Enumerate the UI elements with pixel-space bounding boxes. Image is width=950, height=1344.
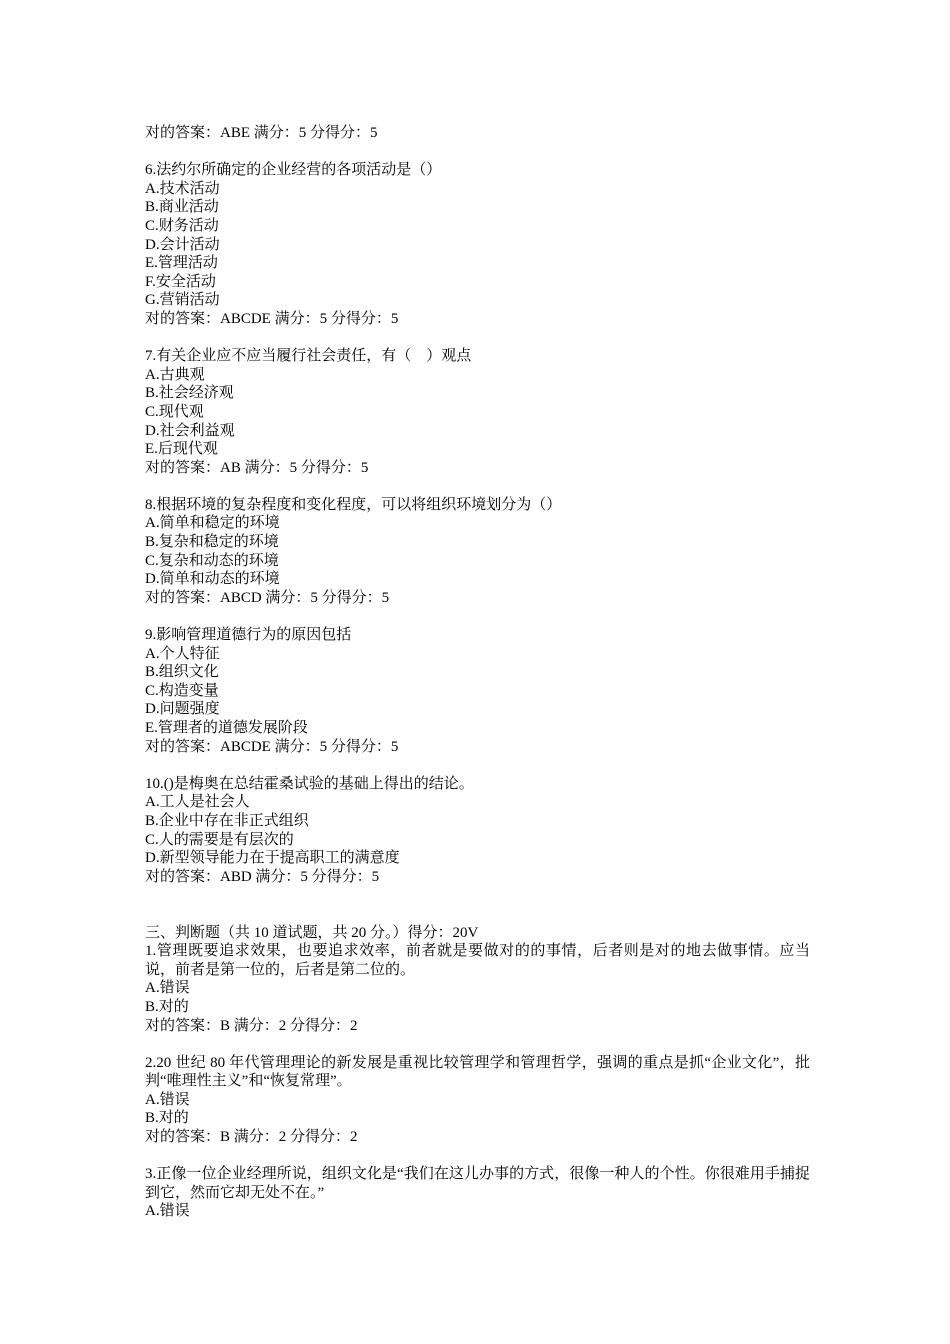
option-line: A.错误 bbox=[145, 1203, 190, 1220]
question-text: 6.法约尔所确定的企业经营的各项活动是（） bbox=[145, 162, 442, 179]
option-line: E.管理者的道德发展阶段 bbox=[145, 720, 308, 736]
answer-line: 对的答案：B 满分：2 分得分：2 bbox=[145, 1129, 358, 1146]
option-line: B.组织文化 bbox=[145, 664, 219, 681]
option-line: B.复杂和稳定的环境 bbox=[145, 534, 279, 551]
option-line: D.简单和动态的环境 bbox=[145, 571, 280, 588]
question-text: 8.根据环境的复杂程度和变化程度，可以将组织环境划分为（） bbox=[145, 496, 562, 513]
answer-line: 对的答案：ABE 满分：5 分得分：5 bbox=[145, 125, 378, 141]
answer-line: 对的答案：ABCDE 满分：5 分得分：5 bbox=[145, 310, 399, 327]
answer-line: 对的答案：ABCD 满分：5 分得分：5 bbox=[145, 589, 390, 606]
option-line: B.对的 bbox=[145, 1110, 189, 1127]
option-line: D.社会利益观 bbox=[145, 422, 235, 439]
option-line: F.安全活动 bbox=[145, 273, 216, 290]
answer-line: 对的答案：ABCDE 满分：5 分得分：5 bbox=[145, 738, 399, 755]
option-line: A.错误 bbox=[145, 1091, 190, 1108]
question-text: 3.正像一位企业经理所说，组织文化是“我们在这儿办事的方式，很像一种人的个性。你很难用手捕捉到它，然而它却无处不在。” bbox=[145, 1166, 810, 1201]
option-line: C.复杂和动态的环境 bbox=[145, 552, 279, 569]
answer-line: 对的答案：AB 满分：5 分得分：5 bbox=[145, 459, 369, 476]
question-text: 1.管理既要追求效果，也要追求效率，前者就是要做对的的事情，后者则是对的地去做事情。应当说，前者是第一位的，后者是第二位的。 bbox=[145, 943, 810, 978]
option-line: A.错误 bbox=[145, 980, 190, 997]
option-line: C.构造变量 bbox=[145, 682, 219, 699]
option-line: A.工人是社会人 bbox=[145, 794, 250, 811]
answer-line: 对的答案：B 满分：2 分得分：2 bbox=[145, 1017, 358, 1034]
question-text: 7.有关企业应不应当履行社会责任，有（ ）观点 bbox=[145, 348, 472, 365]
section-header: 三、判断题（共 10 道试题，共 20 分。）得分：20V bbox=[145, 924, 479, 941]
section-spacer bbox=[145, 905, 810, 924]
question-text: 9.影响管理道德行为的原因包括 bbox=[145, 627, 352, 644]
option-line: B.对的 bbox=[145, 998, 189, 1015]
option-line: D.问题强度 bbox=[145, 701, 220, 718]
question-block bbox=[145, 347, 810, 477]
answer-line: 对的答案：ABD 满分：5 分得分：5 bbox=[145, 868, 380, 885]
question-text: 2.20 世纪 80 年代管理理论的新发展是重视比较管理学和管理哲学，强调的重点是抓“企业文化”，批判“唯理性主义”和“恢复常理”。 bbox=[145, 1054, 810, 1090]
option-line: A.简单和稳定的环境 bbox=[145, 515, 280, 532]
option-line: C.财务活动 bbox=[145, 217, 219, 234]
question-block bbox=[145, 942, 810, 1035]
question-block bbox=[145, 496, 810, 608]
option-line: B.企业中存在非正式组织 bbox=[145, 812, 309, 829]
option-line: A.古典观 bbox=[145, 366, 205, 383]
question-block bbox=[145, 1165, 810, 1221]
option-line: D.会计活动 bbox=[145, 236, 220, 253]
document-page bbox=[145, 124, 810, 1221]
option-line: A.技术活动 bbox=[145, 180, 220, 197]
option-line: G.营销活动 bbox=[145, 292, 220, 309]
option-line: E.管理活动 bbox=[145, 255, 218, 272]
option-line: C.现代观 bbox=[145, 403, 204, 420]
option-line: E.后现代观 bbox=[145, 441, 218, 458]
question-block bbox=[145, 161, 810, 328]
option-line: A.个人特征 bbox=[145, 645, 220, 662]
option-line: C.人的需要是有层次的 bbox=[145, 831, 294, 848]
option-line: D.新型领导能力在于提高职工的满意度 bbox=[145, 850, 400, 867]
question-text: 10.()是梅奥在总结霍桑试验的基础上得出的结论。 bbox=[145, 775, 474, 792]
question-block bbox=[145, 1054, 810, 1147]
option-line: B.商业活动 bbox=[145, 199, 219, 216]
question-block bbox=[145, 626, 810, 756]
question-block bbox=[145, 775, 810, 887]
option-line: B.社会经济观 bbox=[145, 385, 234, 402]
